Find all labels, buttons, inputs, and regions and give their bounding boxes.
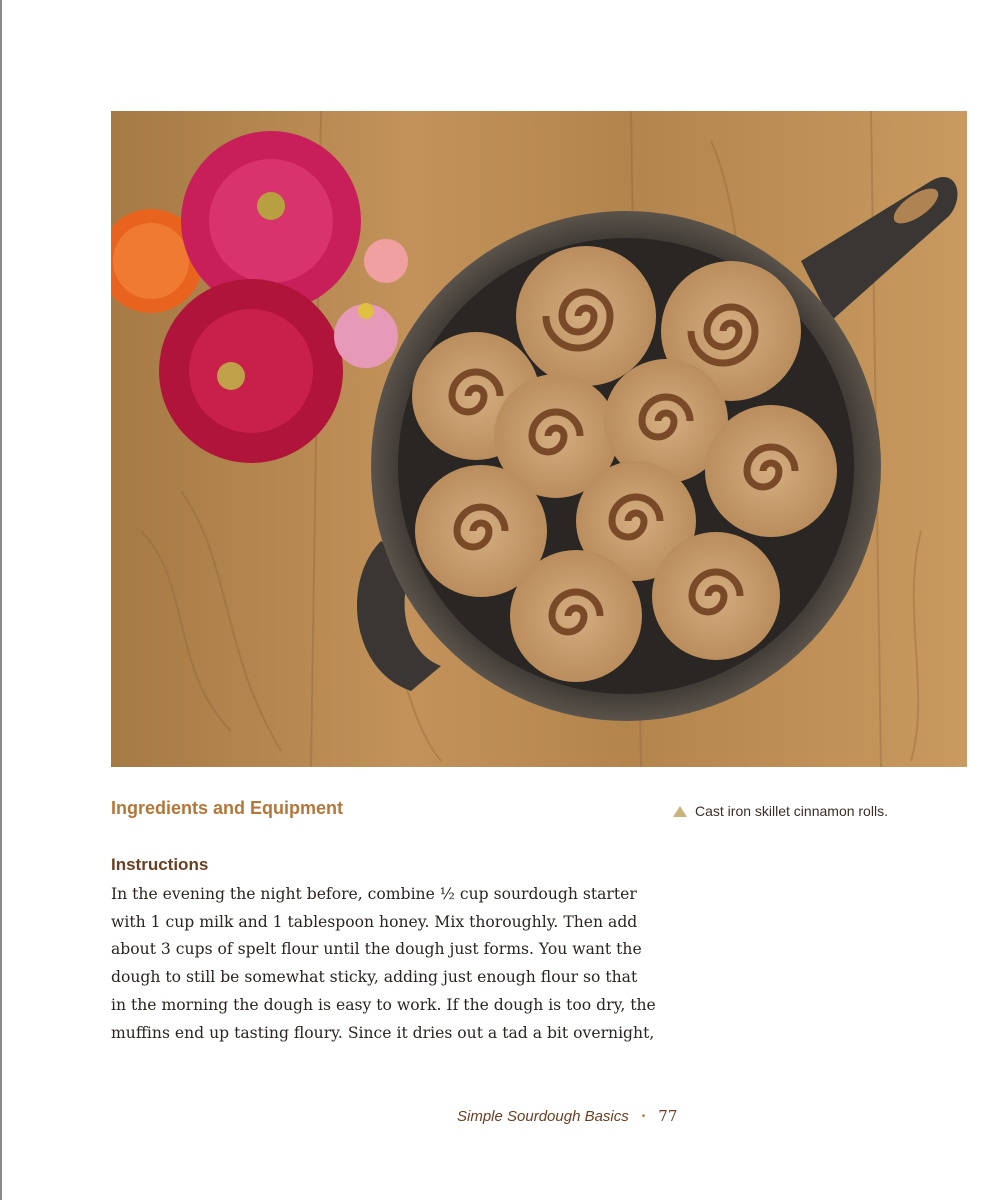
instructions-subheading: Instructions <box>111 855 209 874</box>
caption-text: Cast iron skillet cinnamon rolls. <box>695 803 888 819</box>
paragraph-line: with 1 cup milk and 1 tablespoon honey. Mix thoroughly. Then add <box>111 912 638 931</box>
page-number: 77 <box>658 1107 678 1125</box>
triangle-up-icon <box>673 806 687 817</box>
cinnamon-rolls-photo <box>111 111 967 767</box>
paragraph-line: about 3 cups of spelt flour until the dough just forms. You want the <box>111 940 642 959</box>
running-title: Simple Sourdough Basics <box>457 1107 629 1125</box>
paragraph-line: muffins end up tasting floury. Since it dries out a tad a bit overnight, <box>111 1023 655 1042</box>
paragraph-line: in the morning the dough is easy to work. If the dough is too dry, the <box>111 995 656 1014</box>
paragraph-line: dough to still be somewhat sticky, adding just enough flour so that <box>111 968 638 987</box>
photo-caption <box>673 803 888 819</box>
page-footer <box>457 1107 677 1125</box>
section-heading: Ingredients and Equipment <box>111 798 344 818</box>
paragraph-line: In the evening the night before, combine ½ cup sourdough starter <box>111 885 637 903</box>
page-edge <box>0 0 2 1200</box>
cinnamon-rolls-skillet-photo-icon <box>111 111 967 767</box>
instructions-paragraph <box>111 881 656 1047</box>
footer-separator: • <box>641 1110 646 1122</box>
